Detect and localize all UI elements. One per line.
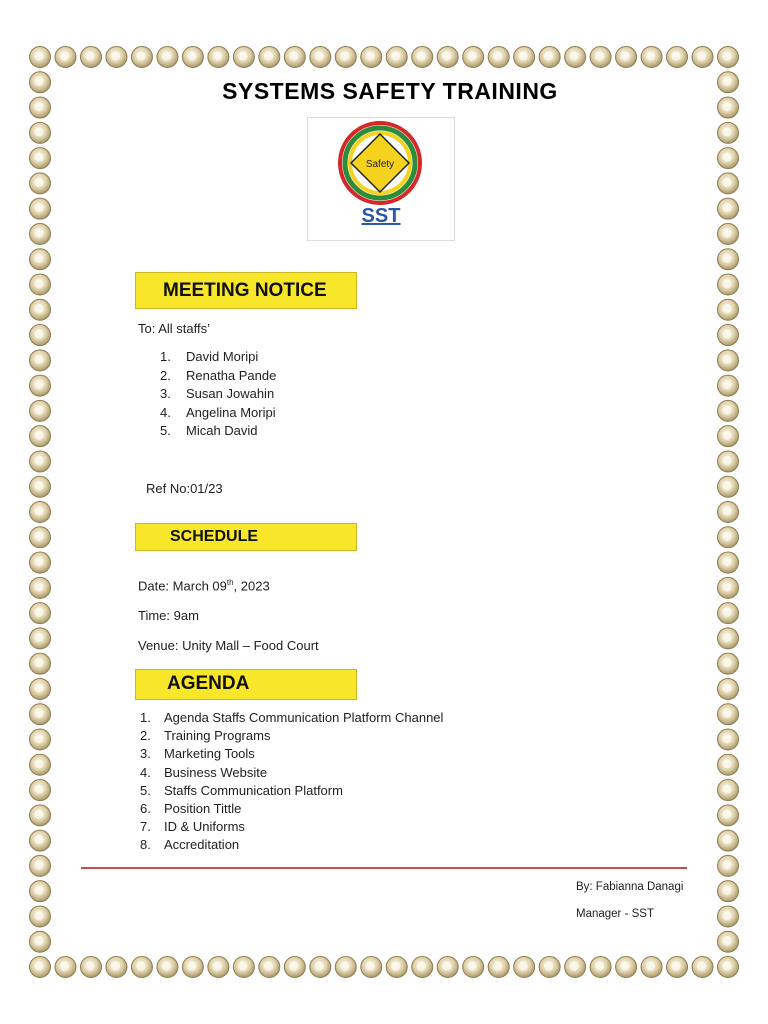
border-bead-highlight bbox=[722, 532, 731, 541]
border-bead-highlight bbox=[722, 784, 731, 793]
border-bead-highlight bbox=[722, 885, 731, 894]
border-bead-highlight bbox=[722, 329, 731, 338]
border-bead-highlight bbox=[34, 506, 43, 515]
agenda-heading: AGENDA bbox=[167, 673, 250, 694]
border-bead-highlight bbox=[85, 51, 94, 60]
schedule-heading: SCHEDULE bbox=[170, 528, 259, 545]
border-bead-highlight bbox=[646, 961, 655, 970]
border-bead-highlight bbox=[187, 961, 196, 970]
border-bead-highlight bbox=[722, 734, 731, 743]
divider-line bbox=[81, 867, 687, 869]
border-bead-highlight bbox=[722, 557, 731, 566]
border-bead-highlight bbox=[34, 430, 43, 439]
border-bead-highlight bbox=[34, 708, 43, 717]
border-bead-highlight bbox=[238, 961, 247, 970]
border-bead-highlight bbox=[544, 51, 553, 60]
border-bead-highlight bbox=[493, 961, 502, 970]
border-bead-highlight bbox=[213, 961, 222, 970]
border-bead-highlight bbox=[289, 961, 298, 970]
border-bead-highlight bbox=[34, 127, 43, 136]
border-bead-highlight bbox=[391, 51, 400, 60]
border-bead-highlight bbox=[467, 51, 476, 60]
to-line: To: All staffs’ bbox=[138, 321, 211, 336]
border-bead-highlight bbox=[366, 961, 375, 970]
border-bead-highlight bbox=[34, 279, 43, 288]
border-bead-highlight bbox=[722, 759, 731, 768]
border-bead-highlight bbox=[34, 885, 43, 894]
list-item: 6. Position Tittle bbox=[140, 800, 242, 816]
border-bead-highlight bbox=[416, 51, 425, 60]
border-bead-highlight bbox=[722, 506, 731, 515]
meeting-notice-banner bbox=[135, 272, 357, 309]
border-bead-highlight bbox=[442, 51, 451, 60]
border-bead-highlight bbox=[722, 380, 731, 389]
border-bead-highlight bbox=[34, 582, 43, 591]
border-bead-highlight bbox=[34, 329, 43, 338]
list-item: 3. Susan Jowahin bbox=[160, 386, 275, 401]
border-bead-highlight bbox=[671, 961, 680, 970]
border-bead-highlight bbox=[722, 860, 731, 869]
meeting-notice-heading: MEETING NOTICE bbox=[163, 280, 327, 301]
border-bead-highlight bbox=[162, 51, 171, 60]
border-bead-highlight bbox=[595, 51, 604, 60]
logo-text: SST bbox=[361, 205, 401, 227]
border-bead-highlight bbox=[722, 582, 731, 591]
agenda-list bbox=[140, 710, 443, 856]
list-item: 4. Business Website bbox=[140, 764, 268, 780]
border-bead-highlight bbox=[442, 961, 451, 970]
border-bead-highlight bbox=[34, 810, 43, 819]
list-item: 1. Agenda Staffs Communication Platform Channel bbox=[140, 710, 444, 725]
border-bead-highlight bbox=[722, 127, 731, 136]
border-bead-highlight bbox=[34, 784, 43, 793]
list-item: 1. David Moripi bbox=[160, 349, 259, 364]
border-bead-highlight bbox=[722, 355, 731, 364]
border-bead-highlight bbox=[34, 355, 43, 364]
border-bead-highlight bbox=[722, 658, 731, 667]
border-bead-highlight bbox=[264, 961, 273, 970]
border-bead-highlight bbox=[722, 152, 731, 161]
border-bead-highlight bbox=[569, 961, 578, 970]
border-bead-highlight bbox=[34, 911, 43, 920]
border-bead-highlight bbox=[722, 279, 731, 288]
border-bead-highlight bbox=[722, 178, 731, 187]
border-bead-highlight bbox=[722, 481, 731, 490]
border-bead-highlight bbox=[34, 228, 43, 237]
border-bead-highlight bbox=[467, 961, 476, 970]
border-bead-highlight bbox=[34, 456, 43, 465]
list-item: 7. ID & Uniforms bbox=[140, 819, 245, 835]
border-bead-highlight bbox=[34, 304, 43, 313]
safety-sign-icon bbox=[308, 118, 454, 208]
border-bead-highlight bbox=[620, 961, 629, 970]
border-bead-highlight bbox=[34, 532, 43, 541]
schedule-venue: Venue: Unity Mall – Food Court bbox=[138, 638, 319, 653]
border-bead-highlight bbox=[111, 51, 120, 60]
border-bead-highlight bbox=[34, 203, 43, 212]
list-item: 5. Staffs Communication Platform bbox=[140, 782, 343, 798]
border-bead-highlight bbox=[187, 51, 196, 60]
border-bead-highlight bbox=[34, 734, 43, 743]
border-bead-highlight bbox=[518, 51, 527, 60]
signature-role: Manager - SST bbox=[576, 908, 654, 920]
border-bead-highlight bbox=[34, 405, 43, 414]
sst-logo bbox=[307, 117, 455, 241]
border-bead-highlight bbox=[34, 683, 43, 692]
border-bead-highlight bbox=[34, 253, 43, 262]
border-bead-highlight bbox=[595, 961, 604, 970]
border-bead-highlight bbox=[162, 961, 171, 970]
border-bead-highlight bbox=[34, 380, 43, 389]
border-bead-highlight bbox=[34, 759, 43, 768]
border-bead-highlight bbox=[722, 835, 731, 844]
border-bead-highlight bbox=[34, 178, 43, 187]
border-bead-highlight bbox=[569, 51, 578, 60]
border-bead-highlight bbox=[340, 51, 349, 60]
border-bead-highlight bbox=[111, 961, 120, 970]
border-bead-highlight bbox=[34, 152, 43, 161]
page-title: SYSTEMS SAFETY TRAINING bbox=[222, 78, 558, 104]
border-bead-highlight bbox=[722, 961, 731, 970]
signature-by: By: Fabianna Danagi bbox=[576, 881, 684, 893]
border-bead-highlight bbox=[340, 961, 349, 970]
border-bead-highlight bbox=[34, 936, 43, 945]
border-bead-highlight bbox=[34, 557, 43, 566]
border-bead-highlight bbox=[213, 51, 222, 60]
border-bead-highlight bbox=[366, 51, 375, 60]
schedule-time: Time: 9am bbox=[138, 608, 199, 623]
border-bead-highlight bbox=[34, 51, 43, 60]
border-bead-highlight bbox=[264, 51, 273, 60]
border-bead-highlight bbox=[136, 961, 145, 970]
border-bead-highlight bbox=[722, 228, 731, 237]
border-bead-highlight bbox=[620, 51, 629, 60]
agenda-banner bbox=[135, 669, 357, 700]
border-bead-highlight bbox=[34, 607, 43, 616]
border-bead-highlight bbox=[722, 203, 731, 212]
border-bead-highlight bbox=[34, 961, 43, 970]
border-bead-highlight bbox=[34, 658, 43, 667]
list-item: 4. Angelina Moripi bbox=[160, 404, 276, 420]
border-bead-highlight bbox=[544, 961, 553, 970]
reference-number: Ref No:01/23 bbox=[146, 481, 223, 496]
border-bead-highlight bbox=[697, 961, 706, 970]
list-item: 3. Marketing Tools bbox=[140, 746, 255, 762]
border-bead-highlight bbox=[315, 961, 324, 970]
border-bead-highlight bbox=[722, 304, 731, 313]
border-bead-highlight bbox=[34, 633, 43, 642]
border-bead-highlight bbox=[493, 51, 502, 60]
border-bead-highlight bbox=[416, 961, 425, 970]
border-bead-highlight bbox=[722, 253, 731, 262]
border-bead-highlight bbox=[722, 607, 731, 616]
border-bead-highlight bbox=[136, 51, 145, 60]
border-bead-highlight bbox=[722, 456, 731, 465]
border-bead-highlight bbox=[34, 860, 43, 869]
border-bead-highlight bbox=[34, 481, 43, 490]
border-bead-highlight bbox=[391, 961, 400, 970]
list-item: 5. Micah David bbox=[160, 423, 258, 438]
border-bead-highlight bbox=[315, 51, 324, 60]
logo-badge-text: Safety bbox=[365, 159, 395, 170]
border-bead-highlight bbox=[722, 708, 731, 717]
border-bead-highlight bbox=[60, 961, 69, 970]
border-bead-highlight bbox=[697, 51, 706, 60]
border-bead-highlight bbox=[238, 51, 247, 60]
border-bead-highlight bbox=[722, 633, 731, 642]
recipient-list bbox=[160, 349, 276, 442]
list-item: 2. Training Programs bbox=[140, 728, 271, 744]
border-bead-highlight bbox=[85, 961, 94, 970]
border-bead-highlight bbox=[722, 810, 731, 819]
schedule-date: Date: March 09th, 2023 bbox=[138, 578, 270, 594]
border-bead-highlight bbox=[518, 961, 527, 970]
list-item: 8. Accreditation bbox=[140, 837, 240, 853]
border-bead-highlight bbox=[722, 51, 731, 60]
border-bead-highlight bbox=[34, 835, 43, 844]
list-item: 2. Renatha Pande bbox=[160, 367, 277, 383]
border-bead-highlight bbox=[671, 51, 680, 60]
border-bead-highlight bbox=[722, 683, 731, 692]
border-bead-highlight bbox=[722, 405, 731, 414]
border-bead-highlight bbox=[722, 430, 731, 439]
border-bead-highlight bbox=[60, 51, 69, 60]
border-bead-highlight bbox=[646, 51, 655, 60]
border-bead-highlight bbox=[722, 936, 731, 945]
border-bead-highlight bbox=[722, 911, 731, 920]
schedule-banner bbox=[135, 523, 357, 551]
border-bead-highlight bbox=[289, 51, 298, 60]
